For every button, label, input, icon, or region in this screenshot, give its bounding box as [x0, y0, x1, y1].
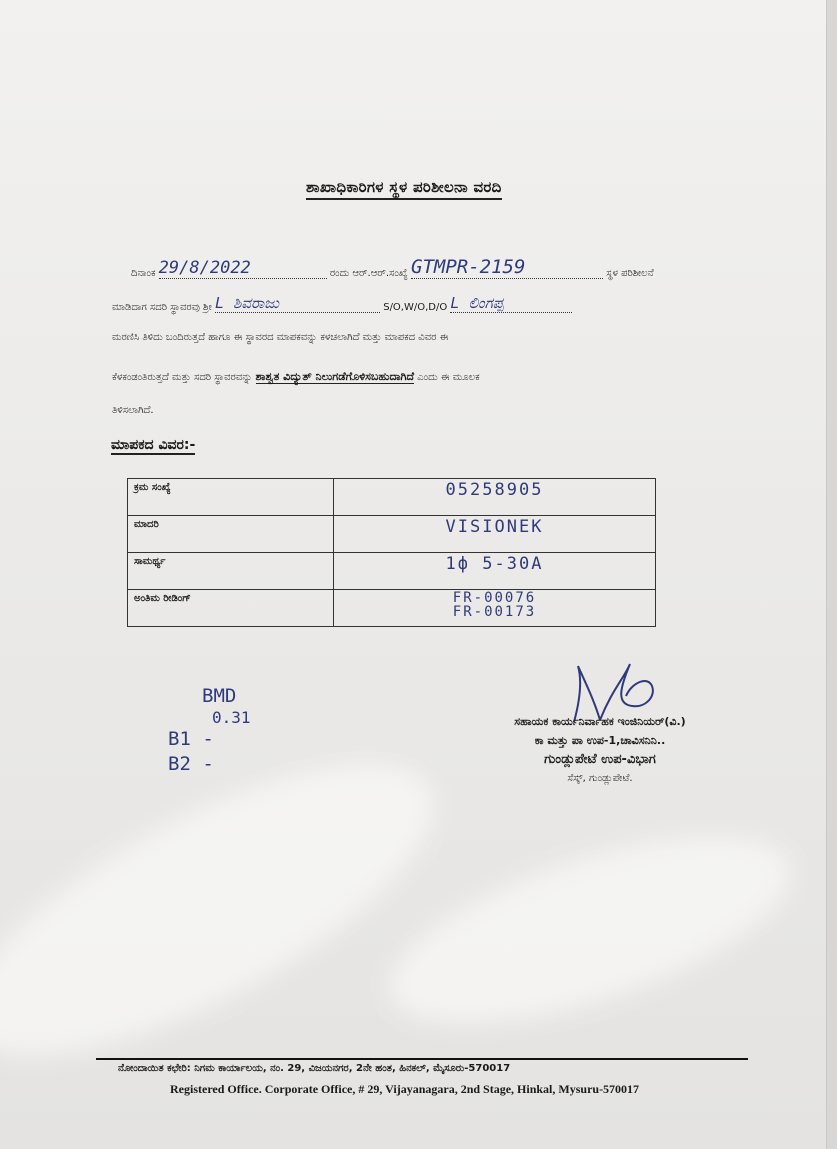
officer-stamp [470, 712, 730, 788]
relation-label: S/O,W/O,D/O [383, 302, 448, 313]
meter-details-heading: ಮಾಪಕದ ವಿವರ:- [111, 437, 196, 453]
table-row [128, 553, 656, 590]
footer-kannada-address: ನೋಂದಾಯಿತ ಕಛೇರಿ: ನಿಗಮ ಕಾರ್ಯಾಲಯ, ನಂ. 29, ವಿಜಯನಗರ, 2ನೇ ಹಂತ, ಹಿನಕಲ್, ಮೈಸೂರು-570017 [118, 1063, 511, 1074]
final-reading-label: ಅಂತಿಮ ರೀಡಿಂಗ್ [128, 590, 334, 627]
note-bmd-value: 0.31 [212, 708, 251, 727]
note-b2: B2 - [168, 753, 214, 775]
stamp-line-2: ಕಾ ಮತ್ತು ಪಾ ಉಪ-1,ಚಾವಿಸನಿನಿ.. [534, 734, 666, 747]
capacity-label: ಸಾಮರ್ಥ್ಯ [128, 553, 334, 590]
date-rr-line [131, 256, 654, 279]
document-title: ಶಾಖಾಧಿಕಾರಿಗಳ ಸ್ಥಳ ಪರಿಶೀಲನಾ ವರದಿ [306, 178, 502, 200]
installation-label: ಮಾಡಿದಾಗ ಸದರಿ ಸ್ಥಾವರವು ಶ್ರೀ [112, 302, 212, 313]
father-name-field [450, 294, 572, 313]
meter-details-table [127, 478, 656, 627]
body-line-3: ಮರಣಿಸಿ ತಿಳಿದು ಬಂದಿರುತ್ತದೆ ಹಾಗೂ ಈ ಸ್ಥಾವರದ ಮಾಪಕವನ್ನು ಕಳಚಲಾಗಿದೆ ಮತ್ತು ಮಾಪಕದ ವಿವರ ಈ [112, 332, 449, 343]
date-value: 29/8/2022 [158, 258, 251, 278]
table-row [128, 516, 656, 553]
owner-name-field [215, 294, 380, 313]
father-name-value: L ಲಿಂಗಪ್ಪ [450, 294, 504, 312]
model-value: VISIONEK [334, 516, 656, 553]
disconnection-phrase: ಶಾಶ್ವತ ವಿದ್ಯುತ್ ನಿಲುಗಡೆಗೊಳಿಸಬಹುದಾಗಿದೆ [255, 370, 415, 383]
rr-field [411, 256, 603, 279]
final-reading-value-1: FR-00076 [452, 590, 537, 606]
inspection-label: ಸ್ಥಳ ಪರಿಶೀಲನೆ [606, 268, 654, 279]
date-field [159, 258, 327, 279]
page-edge [826, 0, 837, 1149]
stamp-line-1: ಸಹಾಯಕ ಕಾರ್ಯನಿರ್ವಾಹಕ ಇಂಜಿನಿಯರ್(ವಿ.) [514, 715, 686, 728]
table-row [128, 479, 656, 516]
serial-number-value: 05258905 [334, 479, 656, 516]
stamp-line-4: ಸೆಸ್ಕ್, ಗುಂಡ್ಲುಪೇಟೆ. [567, 773, 633, 784]
table-row [128, 590, 656, 627]
final-reading-cell [334, 590, 656, 627]
footer-english-address: Registered Office. Corporate Office, # 29, Vijayanagara, 2nd Stage, Hinkal, Mysuru-570017 [170, 1082, 640, 1096]
body-line-4-end: ಎಂದು ಈ ಮೂಲಕ [417, 372, 480, 383]
serial-number-label: ಕ್ರಮ ಸಂಖ್ಯೆ [128, 479, 334, 516]
footer-divider [96, 1058, 748, 1060]
handwritten-notes [168, 684, 251, 777]
capacity-value: 1ф 5-30A [334, 553, 656, 590]
final-reading-value-2: FR-00173 [452, 604, 537, 620]
owner-line [112, 294, 572, 313]
stamp-line-3: ಗುಂಡ್ಲುಪೇಟೆ ಉಪ-ವಿಭಾಗ [544, 752, 656, 767]
note-bmd: BMD [202, 685, 237, 707]
body-line-5: ತಿಳಿಸಲಾಗಿದೆ. [112, 405, 154, 416]
note-b1: B1 - [168, 728, 214, 750]
rr-value: GTMPR-2159 [411, 256, 526, 278]
body-line-4-start: ಕೆಳಕಂಡಂತಿರುತ್ತದೆ ಮತ್ತು ಸದರಿ ಸ್ಥಾವರವನ್ನು [112, 372, 253, 383]
body-line-4 [112, 370, 762, 384]
model-label: ಮಾದರಿ [128, 516, 334, 553]
rr-label: ರಂದು ಆರ್.ಆರ್.ಸಂಖ್ಯೆ [329, 268, 408, 279]
owner-name-value: L ಶಿವರಾಜು [215, 294, 280, 312]
date-label: ದಿನಾಂಕ [131, 268, 156, 279]
light-streak [369, 799, 812, 1062]
